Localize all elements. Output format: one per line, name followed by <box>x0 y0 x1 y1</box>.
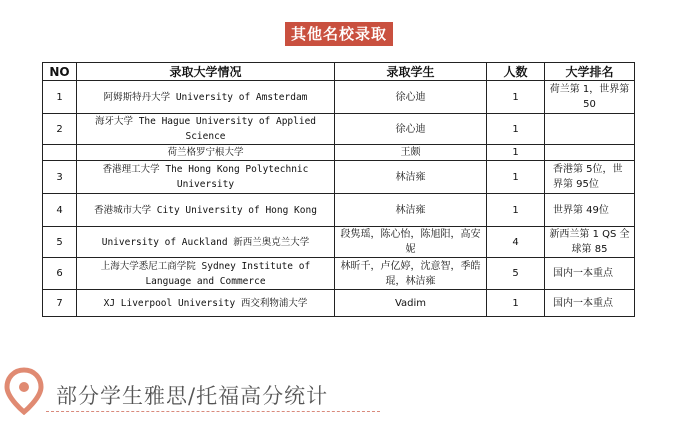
cell-count: 1 <box>487 145 545 161</box>
cell-count: 5 <box>487 258 545 290</box>
cell-students: 王颇 <box>335 145 487 161</box>
cell-ranking: 荷兰第 1，世界第 50 <box>545 81 635 114</box>
cell-ranking <box>545 114 635 145</box>
header-ranking: 大学排名 <box>545 63 635 81</box>
cell-students: 林昕千，卢亿婷，沈意智，季皓琨，林洁雍 <box>335 258 487 290</box>
cell-no: 1 <box>43 81 77 114</box>
cell-count: 1 <box>487 81 545 114</box>
cell-ranking <box>545 145 635 161</box>
cell-university: 海牙大学 The Hague University of Applied Science <box>77 114 335 145</box>
header-count: 人数 <box>487 63 545 81</box>
cell-university: 香港理工大学 The Hong Kong Polytechnic University <box>77 161 335 194</box>
cell-no: 4 <box>43 194 77 227</box>
table-row <box>43 290 635 317</box>
admissions-table <box>42 62 635 317</box>
cell-ranking: 新西兰第 1 QS 全球第 85 <box>545 227 635 258</box>
cell-students: 徐心迪 <box>335 81 487 114</box>
cell-university: 香港城市大学 City University of Hong Kong <box>77 194 335 227</box>
cell-ranking: 香港第 5位，世界第 95位 <box>545 161 635 194</box>
header-students: 录取学生 <box>335 63 487 81</box>
table-row <box>43 114 635 145</box>
cell-no: 3 <box>43 161 77 194</box>
cell-university: University of Auckland 新西兰奥克兰大学 <box>77 227 335 258</box>
cell-ranking: 国内一本重点 <box>545 290 635 317</box>
section-title: 部分学生雅思/托福高分统计 <box>56 384 329 408</box>
cell-students: Vadim <box>335 290 487 317</box>
table-row <box>43 194 635 227</box>
cell-no: 7 <box>43 290 77 317</box>
section-divider <box>46 411 380 412</box>
cell-count: 4 <box>487 227 545 258</box>
header-no: NO <box>43 63 77 81</box>
page-title: 其他名校录取 <box>285 22 393 46</box>
cell-ranking: 世界第 49位 <box>545 194 635 227</box>
cell-count: 1 <box>487 114 545 145</box>
table-row <box>43 161 635 194</box>
cell-count: 1 <box>487 290 545 317</box>
table-header-row <box>43 63 635 81</box>
table-row <box>43 258 635 290</box>
cell-students: 徐心迪 <box>335 114 487 145</box>
title-wrap <box>0 22 678 46</box>
cell-no: 2 <box>43 114 77 145</box>
cell-university: 荷兰格罗宁根大学 <box>77 145 335 161</box>
cell-university: 上海大学悉尼工商学院 Sydney Institute of Language and Commerce <box>77 258 335 290</box>
cell-university: XJ Liverpool University 西交利物浦大学 <box>77 290 335 317</box>
cell-no: 5 <box>43 227 77 258</box>
cell-students: 段隽瑶，陈心怡，陈旭阳，高安妮 <box>335 227 487 258</box>
header-university: 录取大学情况 <box>77 63 335 81</box>
table-row <box>43 145 635 161</box>
cell-count: 1 <box>487 161 545 194</box>
cell-students: 林洁雍 <box>335 194 487 227</box>
cell-students: 林洁雍 <box>335 161 487 194</box>
cell-no <box>43 145 77 161</box>
map-pin-icon <box>4 367 44 415</box>
table-row <box>43 81 635 114</box>
cell-university: 阿姆斯特丹大学 University of Amsterdam <box>77 81 335 114</box>
cell-count: 1 <box>487 194 545 227</box>
cell-ranking: 国内一本重点 <box>545 258 635 290</box>
cell-no: 6 <box>43 258 77 290</box>
table-row <box>43 227 635 258</box>
